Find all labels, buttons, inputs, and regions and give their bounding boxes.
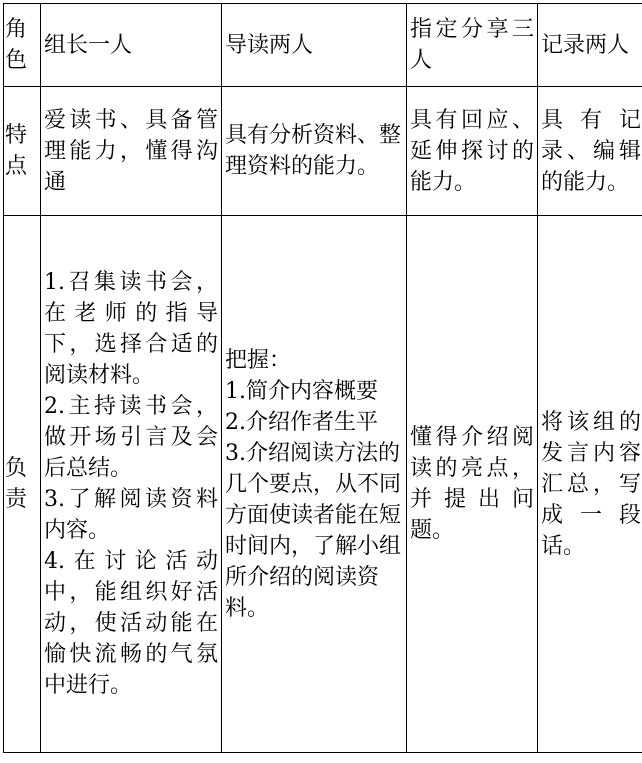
roles-table bbox=[3, 3, 642, 753]
duties-leader-item: 1.召集读书会，在老师的指导下，选择合适的阅读材料。 bbox=[44, 270, 218, 388]
header-sharer-cell: 指定分享三人 bbox=[407, 4, 538, 87]
features-row bbox=[4, 87, 642, 216]
header-recorder-cell: 记录两人 bbox=[538, 4, 642, 87]
duties-guide-reader-item: 3.介绍阅读方法的几个要点，从不同方面使读者能在短时间内，了解小组所介绍的阅读资料。 bbox=[225, 440, 402, 621]
duties-leader-item: 3.了解阅读资料内容。 bbox=[44, 487, 218, 543]
duties-leader-item: 2.主持读书会，做开场引言及会后总结。 bbox=[44, 394, 218, 481]
duties-label-cell: 负责 bbox=[4, 216, 41, 753]
duties-sharer-cell: 懂得介绍阅读的亮点，并提出问题。 bbox=[407, 216, 538, 753]
features-recorder-cell: 具有记录、编辑的能力。 bbox=[538, 87, 642, 216]
features-leader-cell: 爱读书、具备管理能力，懂得沟通 bbox=[41, 87, 222, 216]
duties-guide-reader-item: 1.简介内容概要 bbox=[225, 378, 378, 404]
header-leader-cell: 组长一人 bbox=[41, 4, 222, 87]
header-role-cell: 角色 bbox=[4, 4, 41, 87]
duties-guide-reader-cell bbox=[222, 216, 407, 753]
duties-leader-cell bbox=[41, 216, 222, 753]
features-label-cell: 特点 bbox=[4, 87, 41, 216]
duties-recorder-cell: 将该组的发言内容汇总，写成一段话。 bbox=[538, 216, 642, 753]
features-guide-reader-cell: 具有分析资料、整理资料的能力。 bbox=[222, 87, 407, 216]
duties-row bbox=[4, 216, 642, 753]
features-sharer-cell: 具有回应、延伸探讨的能力。 bbox=[407, 87, 538, 216]
header-row bbox=[4, 4, 642, 87]
duties-leader-item: 4.在讨论活动中，能组织好活动，使活动能在愉快流畅的气氛中进行。 bbox=[44, 549, 218, 698]
header-guide-reader-cell: 导读两人 bbox=[222, 4, 407, 87]
duties-guide-reader-intro: 把握： bbox=[225, 347, 292, 373]
duties-guide-reader-item: 2.介绍作者生平 bbox=[225, 409, 378, 435]
